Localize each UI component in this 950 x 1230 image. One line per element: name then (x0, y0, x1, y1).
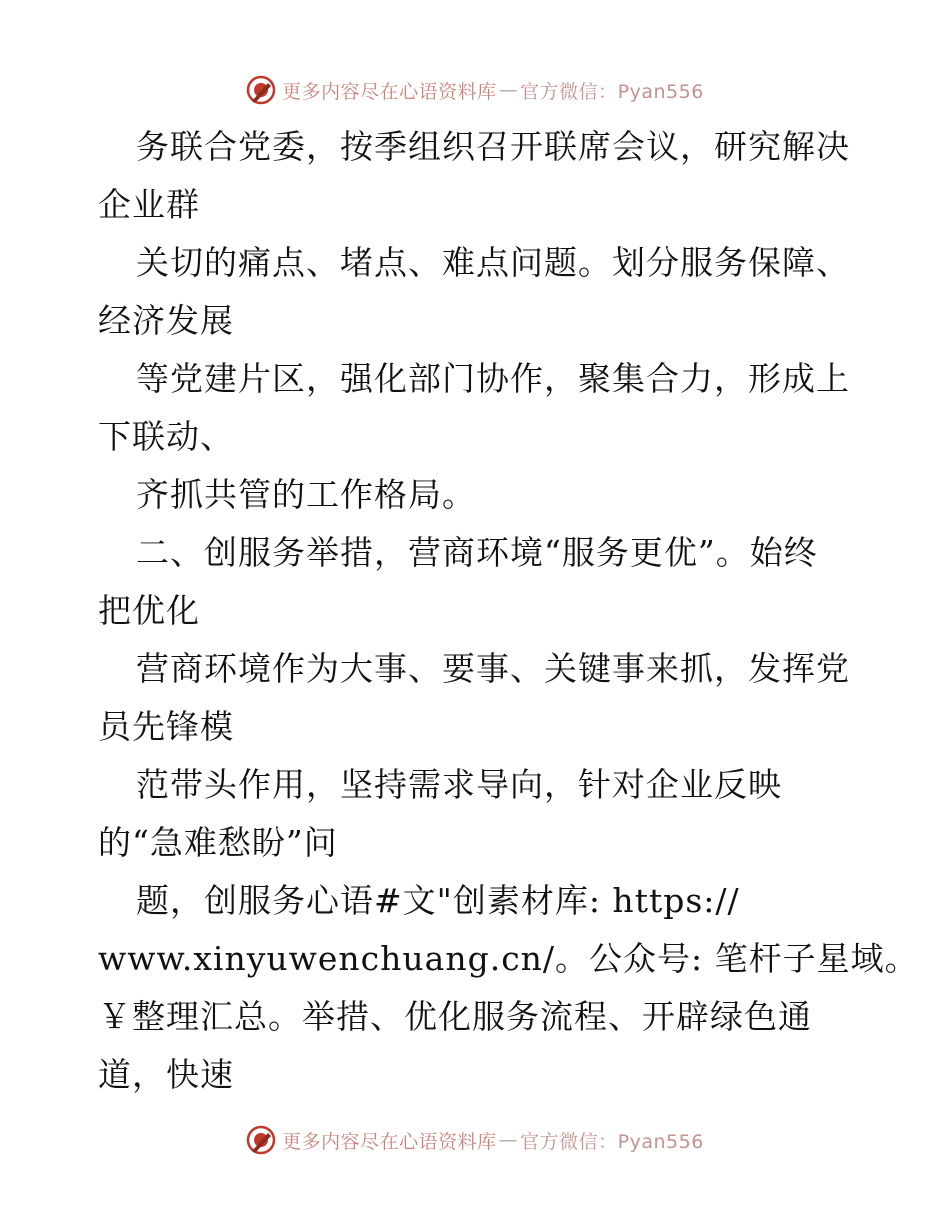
watermark-brand: 更多内容尽在心语资料库 (282, 1130, 497, 1153)
text-line: 把优化 (98, 591, 200, 630)
pen-logo-icon (246, 1125, 276, 1155)
text-line: 经济发展 (98, 301, 234, 340)
text-line: 齐抓共管的工作格局。 (136, 475, 476, 514)
watermark-account: 官方微信：Pyan556 (520, 1130, 704, 1153)
text-line: 二、创服务举措，营商环境“服务更优”。始终 (136, 533, 818, 572)
text-line: 道，快速 (98, 1055, 234, 1094)
text-line: 等党建片区，强化部门协作，聚集合力，形成上 (136, 359, 850, 398)
text-line: 题，创服务心语#文"创素材库: https:// (136, 881, 740, 920)
text-line: 员先锋模 (98, 707, 234, 746)
text-line: 的“急难愁盼”问 (98, 823, 338, 862)
text-line: ￥整理汇总。举措、优化服务流程、开辟绿色通 (98, 997, 812, 1036)
text-line: 营商环境作为大事、要事、关键事来抓，发挥党 (136, 649, 850, 688)
footer-watermark (0, 1120, 950, 1160)
watermark-dash: — (498, 1129, 519, 1151)
text-line: 务联合党委，按季组织召开联席会议，研究解决 (136, 127, 850, 166)
header-watermark (0, 70, 950, 110)
text-line: 企业群 (98, 185, 200, 224)
text-line: 范带头作用，坚持需求导向，针对企业反映 (136, 765, 782, 804)
watermark-dash: — (498, 79, 519, 101)
watermark-brand: 更多内容尽在心语资料库 (282, 80, 497, 103)
text-line: 下联动、 (98, 417, 234, 456)
text-line: 关切的痛点、堵点、难点问题。划分服务保障、 (136, 243, 850, 282)
watermark-account: 官方微信：Pyan556 (520, 80, 704, 103)
text-line: www.xinyuwenchuang.cn/。公众号: 笔杆子星域。 (98, 939, 919, 978)
document-body (98, 118, 919, 1104)
pen-logo-icon (246, 75, 276, 105)
